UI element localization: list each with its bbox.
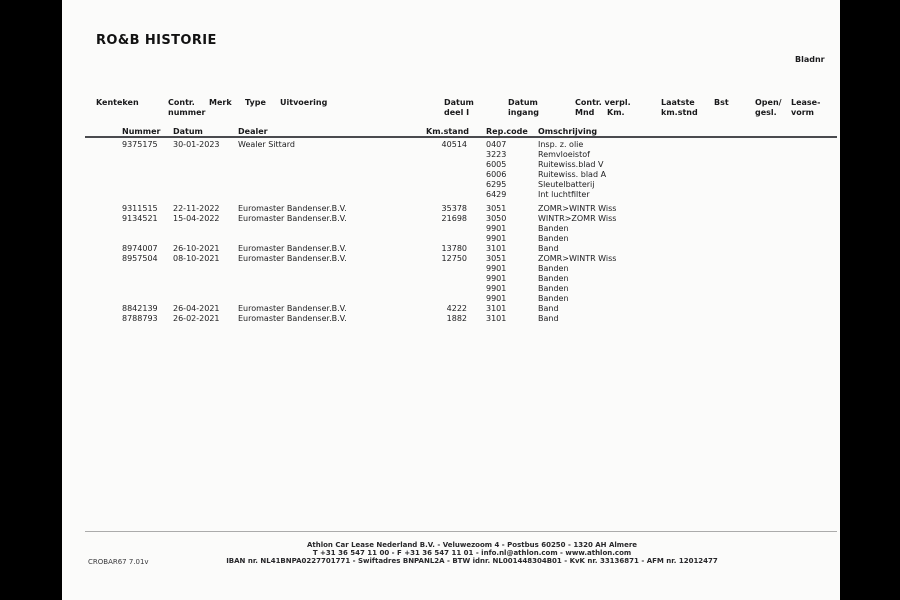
cell-omschrijving: Banden [538,294,569,303]
col-header-km: Km. [607,108,625,117]
visit-continuation-row [62,294,840,304]
service-visit-block [62,214,840,244]
footer-line-address: Athlon Car Lease Nederland B.V. - Veluwezoom 4 - Postbus 60250 - 1320 AH Almere [306,541,638,549]
visit-continuation-row [62,150,840,160]
col-header-mnd: Mnd [575,108,595,117]
col-header-label: Laatste [661,98,695,107]
cell-km-stand: 13780 [441,244,467,253]
cell-nummer: 8957504 [122,254,158,263]
col-header-sub [575,108,631,118]
cell-nummer: 8788793 [122,314,158,323]
cell-rep-code: 0407 [486,140,507,149]
col-header-type [245,98,266,108]
col-header-uitvoering [280,98,327,108]
cell-km-stand: 1882 [446,314,467,323]
cell-nummer: 9134521 [122,214,158,223]
cell-datum: 08-10-2021 [173,254,220,263]
service-visit-block [62,254,840,304]
report-page [62,0,840,600]
visit-row [62,214,840,224]
cell-dealer: Euromaster Bandenser.B.V. [238,244,347,253]
col-header-label: Merk [209,98,232,107]
subheader-dealer: Dealer [238,127,268,136]
visit-continuation-row [62,264,840,274]
subheader-nummer: Nummer [122,127,161,136]
col-header-label: Kenteken [96,98,139,107]
report-version: CROBAR67 7.01v [88,558,149,566]
cell-rep-code: 6295 [486,180,507,189]
cell-omschrijving: ZOMR>WINTR Wiss [538,204,617,213]
cell-rep-code: 3101 [486,304,507,313]
col-header-label: nummer [168,108,206,117]
visit-continuation-row [62,274,840,284]
cell-omschrijving: Band [538,244,559,253]
cell-nummer: 8974007 [122,244,158,253]
header-divider [85,136,837,138]
cell-omschrijving: Ruitewiss. blad A [538,170,607,179]
cell-rep-code: 6429 [486,190,507,199]
cell-omschrijving: Banden [538,274,569,283]
visit-continuation-row [62,170,840,180]
service-visit-block [62,304,840,314]
cell-omschrijving: ZOMR>WINTR Wiss [538,254,617,263]
cell-omschrijving: Banden [538,234,569,243]
col-header-label: Uitvoering [280,98,328,107]
cell-rep-code: 3101 [486,244,507,253]
visit-row [62,204,840,214]
footer-line-registration: IBAN nr. NL41BNPA0227701771 - Swiftadres BNPANL2A - BTW idnr. NL001448304B01 - KvK nr. 33136871 - AFM nr. 12012477 [226,557,718,566]
footer-address-block [142,541,802,566]
cell-nummer: 9375175 [122,140,158,149]
cell-dealer: Euromaster Bandenser.B.V. [238,304,347,313]
col-header-leasevorm [791,98,820,118]
cell-km-stand: 21698 [441,214,467,223]
page-title: RO&B HISTORIE [96,33,217,48]
service-visit-block [62,244,840,254]
col-header-merk [209,98,232,108]
col-header-bst [714,98,729,108]
cell-dealer: Euromaster Bandenser.B.V. [238,314,347,323]
footer-divider [85,531,837,532]
col-header-label: ingang [508,108,539,117]
col-header-label: Contr. [168,98,195,107]
cell-rep-code: 3223 [486,150,507,159]
cell-dealer: Euromaster Bandenser.B.V. [238,214,347,223]
cell-rep-code: 9901 [486,264,507,273]
cell-omschrijving: Int luchtfilter [538,190,590,199]
visit-row [62,244,840,254]
cell-rep-code: 3050 [486,214,507,223]
cell-rep-code: 9901 [486,234,507,243]
col-header-label: Bst [714,98,729,107]
cell-datum: 26-10-2021 [173,244,220,253]
cell-rep-code: 6005 [486,160,507,169]
cell-rep-code: 3051 [486,254,507,263]
cell-km-stand: 12750 [441,254,467,263]
visit-row [62,304,840,314]
footer-line-contact: T +31 36 547 11 00 - F +31 36 547 11 01 - info.nl@athlon.com - www.athlon.com [312,549,632,558]
col-header-label: Datum [444,98,474,107]
cell-dealer: Wealer Sittard [238,140,295,149]
cell-datum: 15-04-2022 [173,214,220,223]
visit-continuation-row [62,284,840,294]
col-header-datum-ingang [508,98,539,118]
cell-omschrijving: Band [538,304,559,313]
cell-omschrijving: WINTR>ZOMR Wiss [538,214,617,223]
visit-continuation-row [62,234,840,244]
cell-km-stand: 35378 [441,204,467,213]
cell-omschrijving: Band [538,314,559,323]
subheader-km-stand: Km.stand [426,127,469,136]
cell-rep-code: 3051 [486,204,507,213]
col-header-datum-deel1 [444,98,474,118]
visit-row [62,314,840,324]
visit-continuation-row [62,180,840,190]
service-visit-block [62,314,840,324]
cell-rep-code: 9901 [486,294,507,303]
visit-continuation-row [62,190,840,200]
cell-rep-code: 3101 [486,314,507,323]
visit-row [62,140,840,150]
cell-datum: 26-04-2021 [173,304,220,313]
cell-nummer: 9311515 [122,204,158,213]
cell-omschrijving: Banden [538,284,569,293]
visit-continuation-row [62,160,840,170]
cell-omschrijving: Insp. z. olie [538,140,584,149]
cell-omschrijving: Remvloeistof [538,150,590,159]
subheader-datum: Datum [173,127,203,136]
page-number-label: Bladnr [795,55,825,64]
cell-km-stand: 4222 [446,304,467,313]
cell-dealer: Euromaster Bandenser.B.V. [238,254,347,263]
col-header-open-gesl [755,98,782,118]
subheader-rep-code: Rep.code [486,127,528,136]
cell-omschrijving: Banden [538,264,569,273]
service-visit-block [62,140,840,200]
cell-nummer: 8842139 [122,304,158,313]
col-header-contr-verpl [575,98,631,118]
cell-omschrijving: Ruitewiss.blad V [538,160,604,169]
cell-datum: 22-11-2022 [173,204,220,213]
visit-continuation-row [62,224,840,234]
cell-datum: 30-01-2023 [173,140,220,149]
col-header-label: Datum [508,98,538,107]
col-header-label: Type [245,98,266,107]
cell-dealer: Euromaster Bandenser.B.V. [238,204,347,213]
visit-row [62,254,840,264]
col-header-label: Lease- [791,98,821,107]
cell-omschrijving: Sleutelbatterij [538,180,595,189]
col-header-label: Contr. verpl. [575,98,631,107]
col-header-label: Open/ [755,98,782,107]
col-header-kenteken [96,98,139,108]
col-header-label: vorm [791,108,814,117]
cell-datum: 26-02-2021 [173,314,220,323]
col-header-label: gesl. [755,108,777,117]
col-header-label: deel I [444,108,470,117]
subheader-omschrijving: Omschrijving [538,127,598,136]
cell-rep-code: 9901 [486,274,507,283]
col-header-label: km.stnd [661,108,698,117]
service-visit-block [62,204,840,214]
cell-rep-code: 6006 [486,170,507,179]
cell-km-stand: 40514 [441,140,467,149]
cell-rep-code: 9901 [486,224,507,233]
col-header-laatste-kmstnd [661,98,698,118]
history-table-body [62,140,840,324]
cell-omschrijving: Banden [538,224,569,233]
col-header-contr-nummer [168,98,205,118]
cell-rep-code: 9901 [486,284,507,293]
